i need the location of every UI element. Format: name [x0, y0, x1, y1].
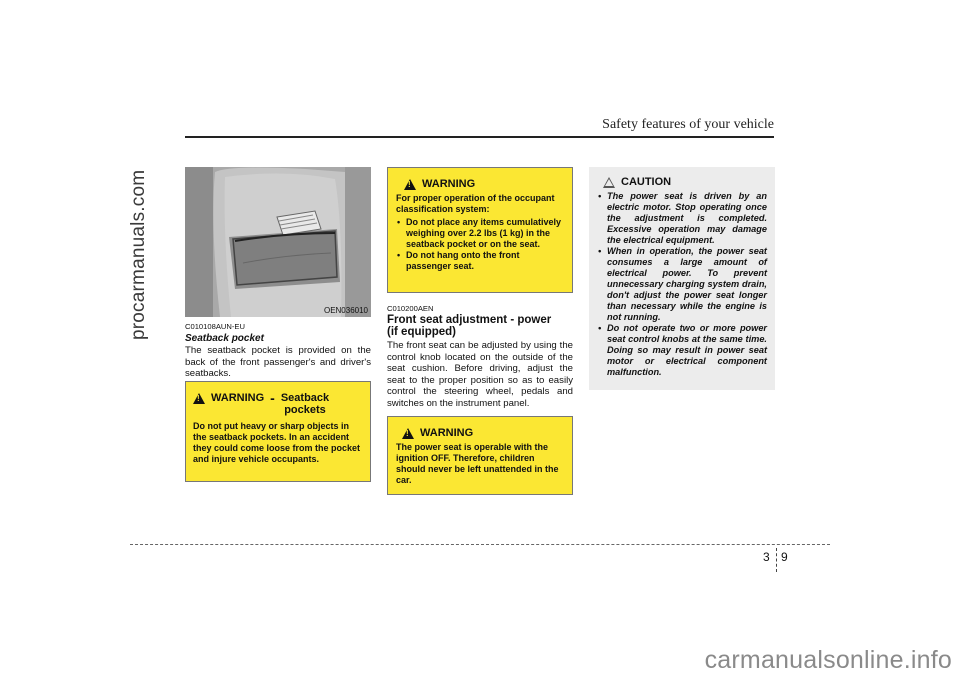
seatback-warning-box: [185, 381, 371, 482]
occupant-warning-list: [396, 217, 564, 272]
list-item: • Do not hang onto the front passenger seat.: [396, 250, 564, 272]
seatback-warning-text: Do not put heavy or sharp objects in the seatback pockets. In an accident they could come loose from the pocket and injure vehicle occupants.: [193, 421, 361, 464]
caution-list: [597, 191, 767, 378]
power-seat-code: C010200AEN: [387, 304, 434, 313]
page-number-separator: [776, 548, 777, 572]
footer-rule: [130, 544, 830, 545]
seatback-illustration: [185, 167, 371, 317]
list-item: • Do not operate two or more power seat control knobs at the same time. Doing so may result in power seat motor or electrical component malfunction.: [597, 323, 767, 378]
power-seat-heading-line2: (if equipped): [387, 326, 456, 338]
warning-title-line1: Seatback: [280, 392, 330, 404]
power-seat-warning-title: WARNING: [420, 427, 474, 439]
caution-triangle-icon: [603, 177, 615, 188]
warning-title-dash: -: [270, 390, 275, 406]
power-seat-warning-text: The power seat is operable with the ignition OFF. Therefore, children should never be left unattended in the car.: [396, 442, 559, 485]
chapter-number: 3: [763, 550, 770, 564]
warning-triangle-icon: [402, 428, 414, 439]
warning-triangle-icon: [193, 393, 205, 404]
seatback-body: The seatback pocket is provided on the back of the front passenger's and driver's seatbacks.: [185, 345, 371, 380]
seatback-pocket-photo: [185, 167, 371, 317]
occupant-warning-intro: For proper operation of the occupant classification system:: [396, 193, 555, 214]
warning-title-prefix: WARNING: [211, 392, 265, 404]
caution-title: CAUTION: [621, 176, 672, 188]
power-seat-body: The front seat can be adjusted by using the control knob located on the outside of the seat cushion. Before driving, adjust the seat to the proper position so as to easily control the steering wheel, pedals and switches on the instrument panel.: [387, 340, 573, 409]
header-rule: [185, 136, 774, 138]
list-item: • Do not place any items cumulatively weighing over 2.2 lbs (1 kg) in the seatback pocket or on the seat.: [396, 217, 564, 250]
photo-code: OEN036010: [323, 306, 368, 315]
occupant-warning-box: [387, 167, 573, 293]
power-seat-heading-line1: Front seat adjustment - power: [387, 314, 552, 326]
list-item: • The power seat is driven by an electric motor. Stop operating once the adjustment is completed. Excessive operation may damage the electrical equipment.: [597, 191, 767, 246]
page-number: 9: [781, 550, 788, 564]
caution-box: [589, 167, 775, 390]
warning-triangle-icon: [404, 179, 416, 190]
section-title: Safety features of your vehicle: [602, 117, 774, 132]
occupant-warning-title: WARNING: [422, 178, 476, 190]
power-seat-warning-box: [387, 416, 573, 495]
side-watermark-url: procarmanuals.com: [128, 169, 149, 340]
seatback-code: C010108AUN-EU: [185, 322, 245, 331]
footer-watermark: carmanualsonline.info: [704, 646, 952, 674]
seatback-heading: Seatback pocket: [185, 333, 264, 344]
power-seat-heading: [387, 314, 551, 338]
list-item: • When in operation, the power seat consumes a large amount of electrical power. To prevent unnecessary charging system drain, don't adjust the power seat longer than necessary while the engine is not running.: [597, 246, 767, 323]
warning-title-line2: pockets: [284, 404, 326, 416]
